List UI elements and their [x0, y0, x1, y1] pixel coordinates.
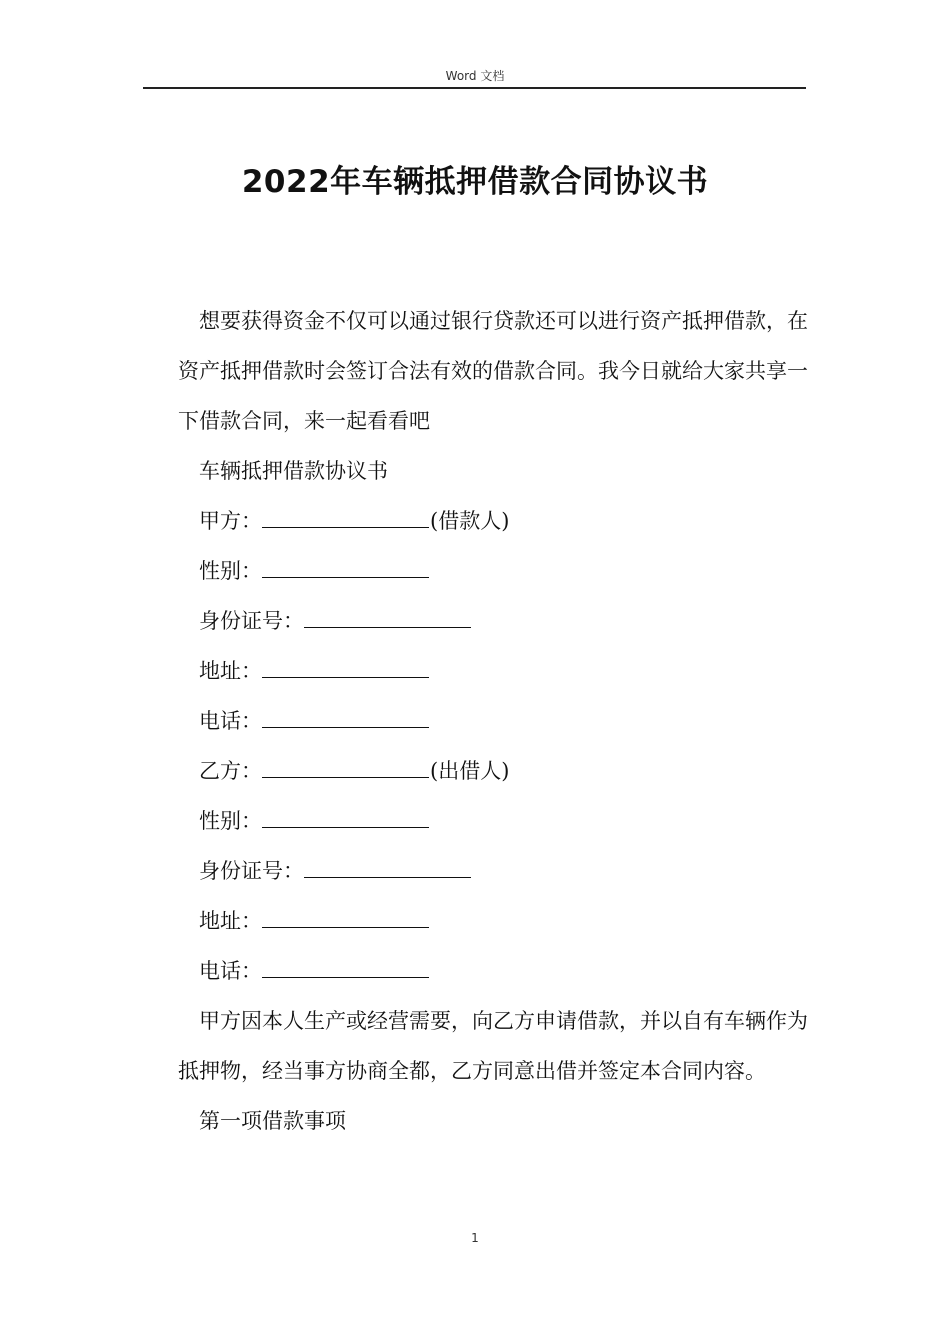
- party-b-phone-blank: [262, 957, 429, 978]
- party-a-id-blank: [304, 607, 471, 628]
- party-a-gender-blank: [262, 557, 429, 578]
- party-a-name-suffix: (借款人): [430, 509, 510, 533]
- party-a-gender-field: [178, 546, 808, 596]
- party-b-id-field: [178, 846, 808, 896]
- party-a-id-field: [178, 596, 808, 646]
- party-a-address-label: 地址：: [199, 659, 262, 683]
- party-b-name-blank: [262, 757, 429, 778]
- party-b-id-blank: [304, 857, 471, 878]
- header-rule: [143, 87, 806, 89]
- party-b-address-blank: [262, 907, 429, 928]
- intro-paragraph: 想要获得资金不仅可以通过银行贷款还可以进行资产抵押借款，在资产抵押借款时会签订合法有效的借款合同。我今日就给大家共享一下借款合同，来一起看看吧: [178, 309, 808, 433]
- party-a-phone-blank: [262, 707, 429, 728]
- party-a-name-label: 甲方：: [199, 509, 262, 533]
- party-b-name-label: 乙方：: [199, 759, 262, 783]
- page-number: 1: [471, 1231, 479, 1245]
- party-a-phone-label: 电话：: [199, 709, 262, 733]
- party-b-id-label: 身份证号：: [199, 859, 304, 883]
- party-a-gender-label: 性别：: [199, 559, 262, 583]
- document-title: 2022年车辆抵押借款合同协议书: [241, 164, 709, 200]
- party-a-name-field: [178, 496, 808, 546]
- party-a-address-field: [178, 646, 808, 696]
- party-b-name-field: [178, 746, 808, 796]
- party-b-gender-field: [178, 796, 808, 846]
- party-a-address-blank: [262, 657, 429, 678]
- party-b-name-suffix: (出借人): [430, 759, 510, 783]
- party-b-phone-field: [178, 946, 808, 996]
- party-b-address-field: [178, 896, 808, 946]
- statement-paragraph: 甲方因本人生产或经营需要，向乙方申请借款，并以自有车辆作为抵押物，经当事方协商全都，乙方同意出借并签定本合同内容。: [178, 1009, 808, 1083]
- header-label: Word 文档: [445, 69, 505, 83]
- party-a-phone-field: [178, 696, 808, 746]
- party-b-gender-blank: [262, 807, 429, 828]
- document-body: [178, 296, 808, 1146]
- section-1-heading: 第一项借款事项: [199, 1109, 346, 1133]
- party-b-gender-label: 性别：: [199, 809, 262, 833]
- party-a-name-blank: [262, 507, 429, 528]
- party-b-address-label: 地址：: [199, 909, 262, 933]
- agreement-title: 车辆抵押借款协议书: [199, 459, 388, 483]
- party-b-phone-label: 电话：: [199, 959, 262, 983]
- party-a-id-label: 身份证号：: [199, 609, 304, 633]
